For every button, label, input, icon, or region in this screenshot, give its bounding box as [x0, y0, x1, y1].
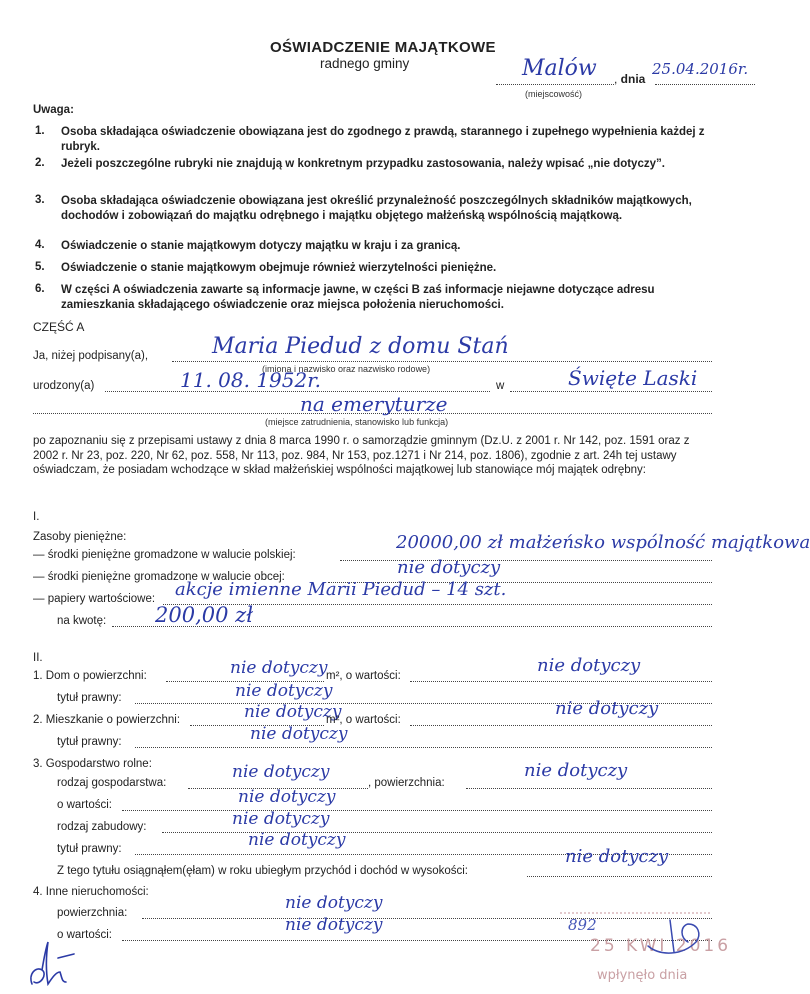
note-item: Jeżeli poszczególne rubryki nie znajdują w konkretnym przypadku zastosowania, należy wpisać „nie dotyczy”. — [61, 158, 665, 170]
house-title-handwritten: nie dotyczy — [235, 681, 333, 701]
farm-value-handwritten: nie dotyczy — [238, 787, 336, 807]
other-label: 4. Inne nieruchomości: — [33, 886, 149, 898]
m2-value-label: m², o wartości: — [326, 714, 401, 726]
farm-title-handwritten: nie dotyczy — [248, 830, 346, 850]
house-area-handwritten: nie dotyczy — [230, 658, 328, 678]
note-item: W części A oświadczenia zawarte są informacje jawne, w części B zaś informacje niejawne dotyczące adresu zamieszkania składającego oświadczenie oraz miejsca położenia nieruchomości. — [61, 284, 655, 311]
farm-area-handwritten: nie dotyczy — [524, 760, 628, 781]
notes-heading: Uwaga: — [33, 104, 74, 116]
date-label: dnia — [620, 72, 646, 86]
born-in-label: w — [496, 380, 505, 392]
farm-area-dotline — [466, 788, 712, 789]
note-number: 6. — [35, 283, 45, 295]
flat-value-dotline — [410, 725, 712, 726]
stamp-date: 25 KWI 2016 — [590, 936, 732, 956]
income-dotline — [527, 876, 712, 877]
stamp-number: 892 — [568, 916, 597, 934]
other-area-label: powierzchnia: — [57, 907, 128, 919]
title-label: tytuł prawny: — [57, 692, 122, 704]
farm-kind-handwritten: nie dotyczy — [232, 762, 330, 782]
born-label: urodzony(a) — [33, 380, 95, 392]
farm-value-dotline — [122, 810, 712, 811]
date-dotline — [655, 84, 755, 85]
born-date-handwritten: 11. 08. 1952r. — [180, 368, 321, 392]
value-label: o wartości: — [57, 929, 112, 941]
foreign-label: — środki pieniężne gromadzone w walucie obcej: — [33, 571, 285, 583]
part-a-heading: CZĘŚĆ A — [33, 320, 85, 334]
born-place-handwritten: Święte Laski — [568, 366, 698, 390]
m2-value-label: m², o wartości: — [326, 670, 401, 682]
income-handwritten: nie dotyczy — [565, 846, 669, 867]
flat-title-handwritten: nie dotyczy — [250, 724, 348, 744]
flat-area-handwritten: nie dotyczy — [244, 702, 342, 722]
section2-heading: II. — [33, 652, 43, 664]
note-number: 4. — [35, 239, 45, 251]
value-label: o wartości: — [57, 799, 112, 811]
amount-label: na kwotę: — [57, 615, 107, 627]
house-value-dotline — [410, 681, 712, 682]
other-value-handwritten: nie dotyczy — [285, 915, 383, 935]
stamp-footer: wpłynęło dnia — [597, 968, 688, 983]
note-number: 5. — [35, 261, 45, 273]
place-dotline — [496, 84, 614, 85]
securities-handwritten: akcje imienne Marii Piedud – 14 szt. — [175, 579, 507, 600]
farm-label: 3. Gospodarstwo rolne: — [33, 758, 152, 770]
income-label: Z tego tytułu osiągnąłem(ęłam) w roku ubiegłym przychód i dochód w wysokości: — [57, 865, 468, 877]
buildings-label: rodzaj zabudowy: — [57, 821, 147, 833]
name-caption: (imiona i nazwisko oraz nazwisko rodowe) — [262, 364, 431, 374]
section1-heading: I. — [33, 511, 40, 523]
amount-handwritten: 200,00 zł — [155, 603, 254, 627]
note-number: 3. — [35, 194, 45, 206]
document-subtitle: radnego gminy — [320, 56, 410, 71]
pln-label: — środki pieniężne gromadzone w walucie polskiej: — [33, 549, 296, 561]
born-place-dotline — [510, 391, 712, 392]
pln-handwritten: 20000,00 zł małżeńsko wspólność majątkowa — [396, 532, 810, 553]
place-caption: (miejscowość) — [525, 89, 583, 99]
signed-label: Ja, niżej podpisany(a), — [33, 350, 149, 362]
flat-value-handwritten: nie dotyczy — [555, 698, 659, 719]
farm-kind-label: rodzaj gospodarstwa: — [57, 777, 167, 789]
note-item: Oświadczenie o stanie majątkowym dotyczy majątku w kraju i za granicą. — [61, 240, 461, 252]
note-item: Osoba składająca oświadczenie obowiązana jest określić przynależność poszczególnych składników majątkowych, dochodów i zobowiązań do majątku odrębnego i majątku objętego małżeńską wspólnością majątkową. — [61, 195, 692, 222]
pln-dotline — [340, 560, 712, 561]
stamp-initials — [640, 912, 710, 962]
place-handwritten: Malów — [522, 56, 597, 81]
flat-label: 2. Mieszkanie o powierzchni: — [33, 714, 181, 726]
statement-text: po zapoznaniu się z przepisami ustawy z dnia 8 marca 1990 r. o samorządzie gminnym (Dz.U. z 2001 r. Nr 142, poz. 1591 oraz z 2002 r. Nr 23, poz. 220, Nr 62, poz. 558, Nr 113, poz. 984, Nr 153, poz.1271 i Nr 214, poz. 1806), zgodnie z art. 24h tej ustawy oświadczam, że posiadam wchodzące w skład małżeńskiej wspólności majątkowej lub stanowiące mój majątek odrębny: — [33, 435, 690, 476]
note-item: Oświadczenie o stanie majątkowym obejmuje również wierzytelności pieniężne. — [61, 262, 497, 274]
job-handwritten: na emeryturze — [300, 392, 448, 416]
signature-mark — [22, 938, 82, 992]
other-area-handwritten: nie dotyczy — [285, 893, 383, 913]
document-title: OŚWIADCZENIE MAJĄTKOWE — [270, 39, 496, 56]
farm-buildings-handwritten: nie dotyczy — [232, 809, 330, 829]
job-caption: (miejsce zatrudnienia, stanowisko lub funkcja) — [265, 417, 449, 427]
house-value-handwritten: nie dotyczy — [537, 655, 641, 676]
name-handwritten: Maria Piedud z domu Stań — [212, 334, 509, 359]
note-number: 1. — [35, 125, 45, 137]
farm-buildings-dotline — [162, 832, 712, 833]
zasoby-label: Zasoby pieniężne: — [33, 531, 127, 543]
note-item: Osoba składająca oświadczenie obowiązana jest do zgodnego z prawdą, starannego i zupełnego wypełnienia każdej z rubryk. — [61, 126, 705, 153]
house-label: 1. Dom o powierzchni: — [33, 670, 147, 682]
foreign-handwritten: nie dotyczy — [397, 557, 501, 578]
area-label: , powierzchnia: — [368, 777, 445, 789]
date-handwritten: 25.04.2016r. — [652, 60, 749, 78]
note-number: 2. — [35, 157, 45, 169]
securities-label: — papiery wartościowe: — [33, 593, 156, 605]
title-label: tytuł prawny: — [57, 843, 122, 855]
other-area-dotline — [142, 918, 712, 919]
name-dotline — [172, 361, 712, 362]
title-label: tytuł prawny: — [57, 736, 122, 748]
flat-title-dotline — [135, 747, 712, 748]
